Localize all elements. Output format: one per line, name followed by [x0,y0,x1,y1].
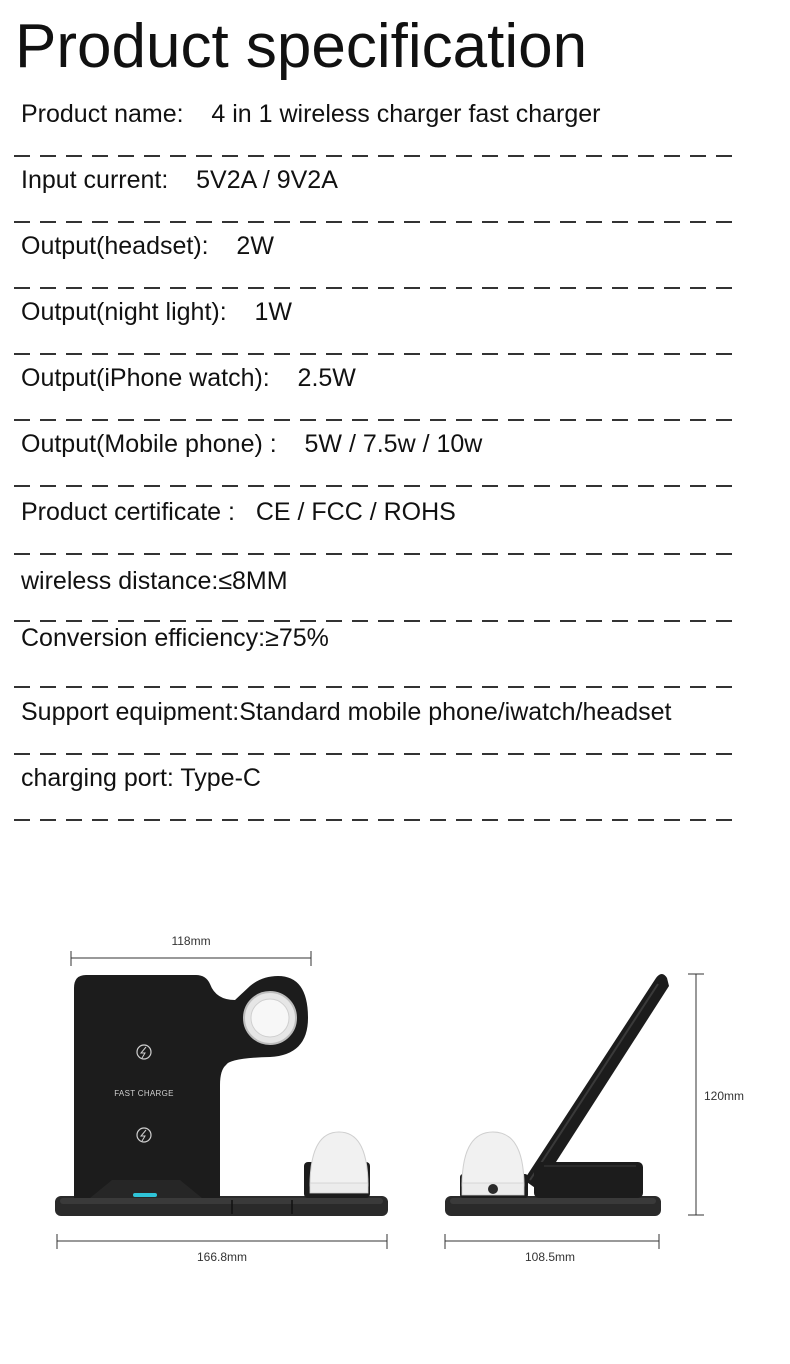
spec-separator [209,232,237,260]
spec-value: Type-C [180,764,261,792]
page-title: Product specification [15,12,588,81]
spec-label: Output(iPhone watch): [21,364,270,392]
spec-value: ≤8MM [218,567,288,595]
spec-value: ≥75% [265,624,329,652]
spec-separator [227,298,255,326]
spec-value: CE / FCC / ROHS [255,498,456,526]
spec-label: Input current: [21,166,169,194]
spec-text [21,565,288,597]
dashed-divider [14,819,736,821]
spec-value: 2W [236,232,274,260]
spec-row [14,355,736,421]
spec-label: Support equipment: [21,698,240,726]
spec-row [14,289,736,355]
spec-separator [184,100,212,128]
spec-row [14,689,736,755]
charger-front-view [55,975,388,1216]
spec-label: Conversion efficiency: [21,624,266,652]
spec-row [14,157,736,223]
spec-value: 5W / 7.5w / 10w [304,430,483,458]
spec-row [14,755,736,821]
spec-row [14,622,736,688]
spec-text [21,428,482,460]
dimension-height [688,974,744,1215]
dimension-top-width [71,934,311,966]
fast-charge-label: FAST CHARGE [114,1089,174,1098]
spec-text [21,98,600,130]
dashed-divider [14,485,736,487]
spec-value: 1W [254,298,292,326]
spec-separator [270,364,298,392]
spec-row [14,421,736,487]
spec-row [14,223,736,289]
spec-separator [168,166,196,194]
dashed-divider [14,686,736,688]
dimension-side-width-label: 108.5mm [524,1250,576,1264]
spec-row [14,91,736,157]
spec-text [21,230,274,262]
spec-text [21,296,292,328]
spec-label: wireless distance: [21,567,219,595]
spec-text [21,622,329,654]
dimension-height-label: 120mm [704,1089,745,1103]
spec-value: 4 in 1 wireless charger fast charger [211,100,601,128]
spec-row [14,489,736,555]
spec-separator [277,430,305,458]
dashed-divider [14,553,736,555]
dimension-side-width [445,1234,659,1264]
spec-label: charging port: [21,764,174,792]
spec-label: Output(night light): [21,298,227,326]
spec-text [21,362,356,394]
product-dimension-drawing [0,900,790,1300]
dimension-diagram-svg [0,900,790,1300]
spec-label: Output(Mobile phone) : [21,430,277,458]
spec-value: 2.5W [297,364,356,392]
spec-text [21,762,261,794]
spec-label: Output(headset): [21,232,209,260]
spec-text [21,696,671,728]
indicator-light [133,1193,157,1197]
spec-text [21,164,338,196]
spec-separator [235,498,256,526]
dimension-top-width-label: 118mm [171,934,211,948]
dimension-front-width-label: 166.8mm [196,1250,248,1264]
charger-side-view [445,974,669,1216]
dimension-front-width [57,1234,387,1264]
spec-label: Product certificate : [21,498,235,526]
spec-value: 5V2A / 9V2A [196,166,338,194]
spec-row [14,556,736,622]
spec-value: Standard mobile phone/iwatch/headset [239,698,672,726]
spec-text [21,496,456,528]
spec-label: Product name: [21,100,184,128]
